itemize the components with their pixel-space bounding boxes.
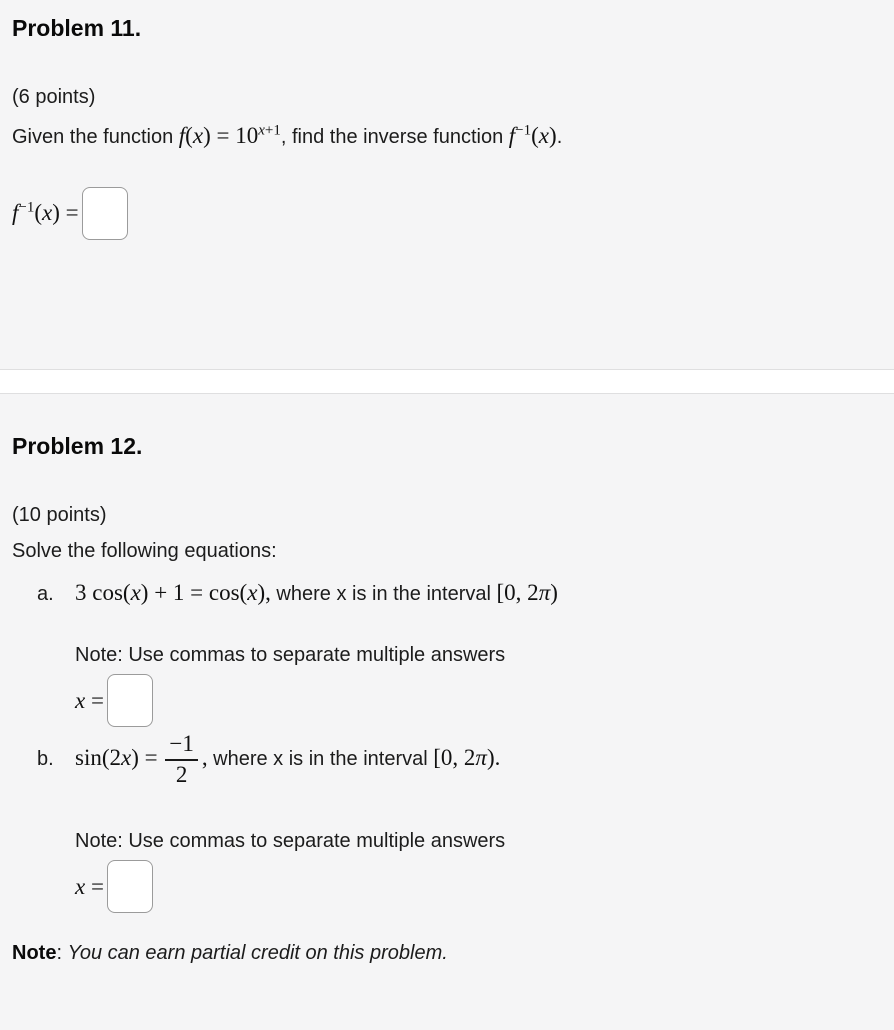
problem-11-answer-row [12,187,882,240]
part-b-note: Note: Use commas to separate multiple answers [75,830,506,853]
problem-11-statement [12,118,882,155]
problem-12-intro: Solve the following equations: [12,539,277,562]
part-a-answer-label: x = [75,687,104,713]
answer-input-p12b[interactable] [107,860,153,913]
answer-label-f-inverse: $f^{-1}(x)$ = [12,199,79,226]
card-separator [0,370,894,393]
part-b-row [12,731,882,788]
problem-12-card [0,393,894,1030]
fraction: $\frac{-1}{2}$ [165,731,197,788]
statement-text-prefix: Given the function [12,125,179,148]
note-separator: : [56,942,68,965]
partial-credit-note [12,939,882,967]
math-f-inverse: $f^{-1}(x)$ [508,122,557,148]
part-a-row [12,576,882,611]
part-b-label: b. [37,747,54,770]
note-label: Note [12,942,57,965]
part-b-answer-row [75,860,882,913]
statement-text-suffix: . [556,125,563,148]
math-f-of-x: $f(x) = 10^{x+1}$ [178,122,281,148]
answer-input-p12a[interactable] [107,674,153,727]
part-b-equation: sin(2x) = $\frac{-1}{2}$ , where x is in the interval [0, 2π). [75,731,501,787]
statement-text-mid: , find the inverse function [280,125,509,148]
note-text: You can earn partial credit on this problem. [67,942,448,965]
problem-11-title: Problem 11. [12,15,142,41]
problem-11-card [0,0,894,370]
part-a-note: Note: Use commas to separate multiple answers [75,644,506,667]
problem-11-points: (6 points) [12,85,96,108]
part-a-equation: 3 cos(x) + 1 = cos(x), where x is in the interval [0, 2π) [75,579,558,605]
part-a-label: a. [37,582,54,605]
problem-12-title: Problem 12. [12,433,143,459]
part-b-answer-label: x = [75,873,104,899]
part-a-answer-row [75,674,882,727]
problem-12-points: (10 points) [12,503,107,526]
answer-input-p11[interactable] [82,187,128,240]
